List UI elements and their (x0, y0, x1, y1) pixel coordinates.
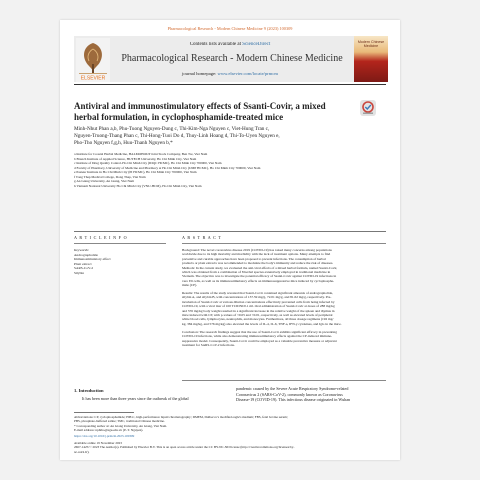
journal-cover[interactable] (354, 36, 388, 82)
affiliation: h Vietnam National University Ho Chi Minh City (VNU-HCM), Ho Chi Minh City, Viet Nam (74, 183, 202, 188)
homepage-link[interactable]: www.elsevier.com/locate/prmcm (217, 71, 278, 76)
abstract-line: silybin A, and silybin B, with concentrations of 137.59 mg/g, 72.01 mg/g, and 81.62 mg/g, respectively. Pre- (182, 295, 332, 300)
affiliation: e Pasteur Institute in Ho Chi Minh City (PI HCMC), Ho Chi Minh City 700000, Viet Nam (74, 170, 197, 174)
abstract-line: COVID-19, with a viral titer of 100 TCID50/0.1 ml. Oral administration of Ssanti-Covir at doses of 288 mg/kg (182, 304, 335, 309)
abstract-line: Results: The results of the study revealed that Ssanti-Covir contained significant amounts of andrographolide, (182, 291, 333, 295)
affiliation: a Institute for Coastal Herbal Medicine, HALMOHOUP Joint Stock Company, Ben Tre, Viet Nam (74, 152, 208, 156)
affiliation: b Branch Institute of Applied Science, HUTECH University, Ho Chi Minh City, Viet Nam (74, 156, 197, 161)
journal-homepage (120, 71, 340, 76)
abstract-line: Vietnam. The objective was to investigate the potential efficacy of Ssanti-Covir against COVID-19 infections in (182, 274, 337, 279)
publisher-logo-text: ELSEVIER (80, 75, 106, 82)
article-title: Antiviral and immunostimulatory effects of Ssanti-Covir, a mixed herbal formulation, in cyclophosphamide-treated mice (74, 101, 326, 122)
affiliation: d Faculty of Pharmacy, University of Medicine and Pharmacy at Ho Chi Minh City (UMP HCMC), Ho Chi Minh City 700000, Viet Nam (74, 165, 261, 170)
abstract-line: Methods: In the current study, we evaluated the anti-viral effects of a mixed herbal formula, named Ssanti-Covir, (182, 265, 338, 270)
article-info-divider (74, 243, 166, 244)
abstract-line: white blood cells, lymphocytes, neutrophils, and monocytes. Furthermore, all three dosage regimens (192 mg/ (182, 317, 334, 322)
journal-title[interactable]: Pharmacological Research - Modern Chinese Medicine (121, 53, 343, 64)
footnote-divider (74, 412, 134, 413)
keyword[interactable]: Andrographolide (74, 252, 98, 257)
abstract-line: which was obtained from a combination of 8 herbal species extensively employed in traditional medicine in (182, 270, 331, 274)
abstract-line: incubation of Ssanti-Covir at various dilution concentrations effectively prevented cells from being infected by (182, 299, 335, 304)
abbreviations-footnote: PBS, phosphate-buffered saline; TMC, traditional Chinese medicine. (74, 419, 165, 424)
abstract-end-divider (182, 380, 386, 381)
affiliation: g An Giang University, An Giang, Viet Nam (74, 179, 135, 183)
article-page (60, 20, 400, 460)
abstract-line: worldwide due to its high mortality and morbidity with the lack of treatment options. Many attempts to find (182, 252, 331, 257)
body-line: Coronavirus 2 (SARS-CoV-2), commonly known as Coronavirus (236, 391, 343, 397)
copyright-notice[interactable]: 2667-1425/© 2023 The Author(s). Published by Elsevier B.V. This is an open access article under the CC BY-NC-ND license (http://creativecommons.org/licenses/by- (74, 445, 295, 450)
abstract-line: kg, 384 mg/kg, and 576 mg/kg) also elevated the levels of IL-4, IL-6, TNF-a, IFN-y cytokines, and IgG in the mice. (182, 321, 342, 326)
author-line[interactable]: Pho-Tho Nguyen f,g,h, Huu-Thanh Nguyen b,* (74, 140, 173, 146)
abstract-divider (182, 243, 386, 244)
elsevier-logo-icon[interactable] (76, 38, 110, 82)
sciencedirect-link[interactable]: ScienceDirect (242, 42, 271, 47)
section-divider (74, 231, 386, 232)
keywords-label: Keywords: (74, 248, 90, 252)
abstract-line: products or plant extracts was recommended to modulate the body's immunity and reduce the risk of diseases. (182, 261, 334, 266)
abstract-line: and 576 mg/kg body weight resulted in a significant increase in the relative weight of the spleen and thymus in (182, 308, 335, 313)
affiliation: c Institute of Drug Quality Control-Ho Chi Minh City (IDQC HCMC), Ho Chi Minh City 700000, Viet Nam (74, 161, 222, 165)
keyword[interactable]: Silybin (74, 270, 85, 275)
cover-caption: Modern Chinese Medicine (357, 40, 385, 49)
body-line: pandemic caused by the Severe Acute Respiratory Syndrome-related (236, 386, 349, 391)
availability-date: Available online 19 November 2023 (74, 441, 122, 445)
corresponding-author-note: * Corresponding author at: An Giang University, An Giang, Viet Nam. (74, 423, 168, 428)
abstract-line: suppressive model. Consequently, Ssanti-Covir could be employed as a valuable preventive measure or adjuvant (182, 338, 337, 343)
abstract-line: mide (CP). (182, 283, 198, 288)
body-line: Disease-19 (COVID-19). This infectious disease originated in Wuhan (236, 397, 351, 402)
homepage-prefix: journal homepage: (182, 71, 217, 76)
introduction-heading: 1. Introduction (74, 388, 104, 393)
contents-availability (120, 42, 340, 47)
copyright-notice[interactable]: nc-nd/4.0/). (74, 449, 90, 454)
abstract-line: COVID-19 infections, while also demonstrating immunostimulatory effects against the CP-induced immune- (182, 334, 333, 339)
abstract-line: vero E6 cells, as well as its immunostimulatory effects on immunosuppressive mice induced by cyclophospha- (182, 278, 335, 283)
keyword[interactable]: SARS-CoV-2 (74, 266, 94, 270)
body-line: It has been more than three years since the outbreak of the global (82, 396, 189, 401)
abstract-heading: A B S T R A C T (182, 235, 222, 240)
abstract-line: mice induced with CP, with p-values of <0.05 and <0.01, respectively, as well as elevated levels of peripheral (182, 313, 333, 317)
doi-link[interactable]: https://doi.org/10.1016/j.prmcm.2023.100309 (74, 434, 135, 438)
affiliation: f Tong Thap Medical College, Dong Thap, Viet Nam (74, 174, 146, 179)
abstract-line: Background: The novel coronavirus disease 2019 (COVID-19) has raised many concerns among populations (182, 248, 332, 252)
author-line[interactable]: Minh-Nhut Phan a,b, Phu-Tuong Nguyen-Dung c, Thi-Kim-Nga Nguyen c, Viet-Hung Tran c, (74, 126, 270, 132)
keyword[interactable]: Plant extract (74, 261, 92, 266)
contents-prefix: Contents lists available at (189, 42, 241, 47)
header-divider (74, 84, 386, 85)
email-note[interactable]: E-mail address: nphtho@agu.edu.vn (P.-T. Nguyen). (74, 427, 144, 432)
abbreviations-footnote: Abbreviations: CP, cyclophosphamide; HPLC, high-performance liquid chromatography; DMEM, Dulbecco's modified eagle's medium; FBS, fetal bovine serum; (74, 415, 288, 419)
article-info-heading: A R T I C L E I N F O (74, 235, 128, 240)
journal-reference[interactable]: Pharmacological Research - Modern Chinese Medicine 9 (2023) 100309 (167, 26, 293, 31)
keyword[interactable]: Immunostimulatory effect (74, 257, 111, 261)
abstract-line: Conclusion: The research findings suggest that the use of Ssanti-Covir exhibits significant efficacy in preventing (182, 330, 337, 334)
author-line[interactable]: Nguyen-Truong-Thang Phan c, Thi-Hong-Tuoi Do d, Thuy-Linh Hoang d, Thi-To-Uyen Nguyen e, (74, 133, 280, 139)
abstract-line: preventive and curable approaches have been proposed to prevent infections. The consumption of herbal (182, 256, 326, 261)
check-for-updates-icon[interactable] (360, 100, 376, 116)
abstract-line: treatment for SARS-CoV-2 infections. (182, 343, 235, 348)
